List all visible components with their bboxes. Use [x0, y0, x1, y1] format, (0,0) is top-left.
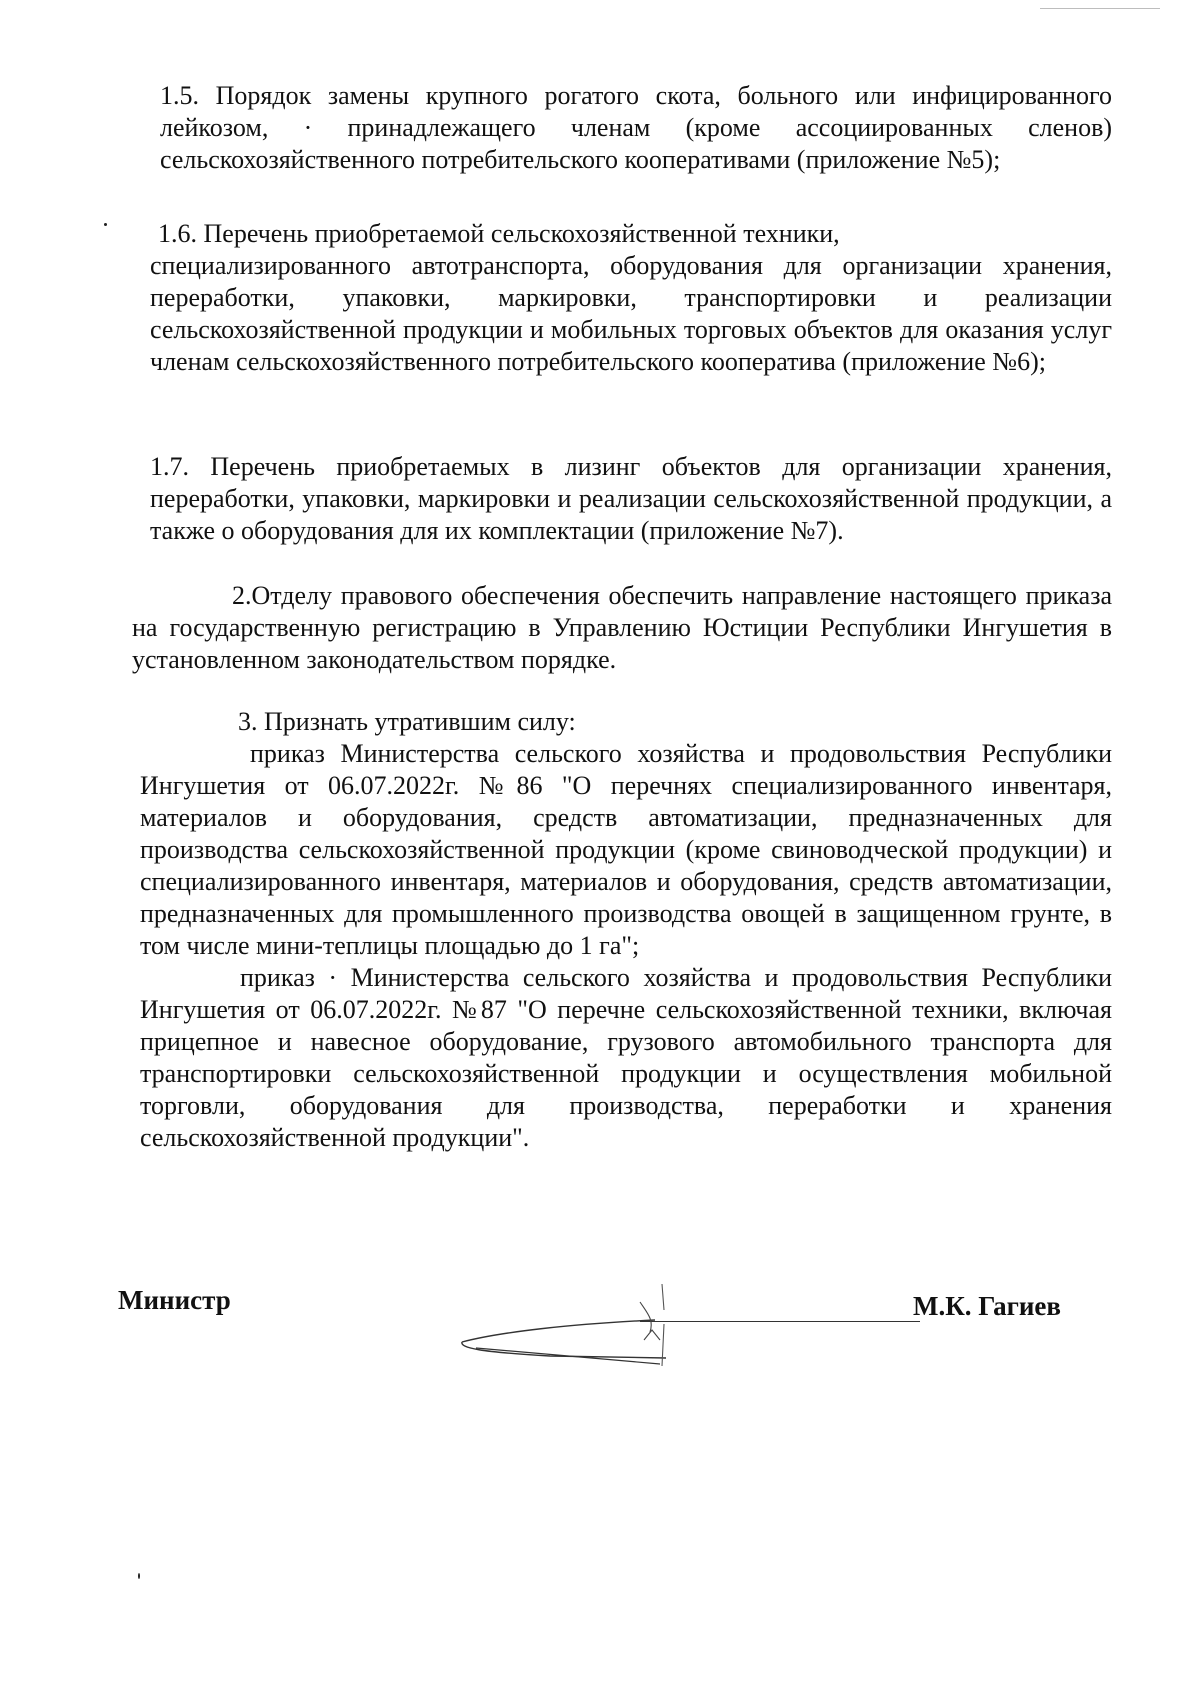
item-2 [132, 580, 1112, 676]
item-1-7 [150, 451, 1112, 547]
item-1-7-text: 1.7. Перечень приобретаемых в лизинг объектов для организации хранения, переработки, упаковки, маркировки и реализации сельскохозяйственной продукции, а также о оборудования для их комплектации (приложение №7). [150, 452, 1112, 545]
scan-speck [138, 1573, 140, 1579]
item-3 [140, 706, 1112, 1154]
item-3-heading: 3. Признать утратившим силу: [238, 707, 576, 736]
handwritten-signature [440, 1280, 680, 1390]
signatory-title: Министр [118, 1285, 231, 1315]
repealed-order-87: приказ · Министерства сельского хозяйства и продовольствия Республики Ингушетия от 06.07.2022г. №87 "О перечне сельскохозяйственной техники, включая прицепное и навесное оборудование, грузового автомобильного транспорта для транспортировки сельскохозяйственной продукции и осуществления мобильной торговли, оборудования для производства, переработки и хранения сельскохозяйственной продукции". [140, 963, 1112, 1152]
item-1-6 [150, 218, 1112, 378]
scan-artifact-line [1040, 8, 1160, 9]
scan-speck [104, 223, 107, 226]
item-1-6-text: специализированного автотранспорта, оборудования для организации хранения, переработки, упаковки, маркировки, транспортировки и реализации сельскохозяйственной продукции и мобильных торговых объектов для оказания услуг членам сельскохозяйственного потребительского кооператива (приложение №6); [150, 251, 1112, 376]
signatory-name: М.К. Гагиев [913, 1291, 1061, 1321]
item-1-6-first-line: 1.6. Перечень приобретаемой сельскохозяйственной техники, [158, 219, 840, 248]
item-2-text: 2.Отделу правового обеспечения обеспечить направление настоящего приказа на государственную регистрацию в Управлению Юстиции Республики Ингушетия в установленном законодательством порядке. [132, 581, 1112, 674]
item-1-5 [160, 80, 1112, 176]
signature-line [640, 1321, 920, 1322]
item-1-5-text: 1.5. Порядок замены крупного рогатого скота, больного или инфицированного лейкозом, · принадлежащего членам (кроме ассоциированных сленов) сельскохозяйственного потребительского кооперативами (приложение №5); [160, 81, 1112, 174]
repealed-order-86: приказ Министерства сельского хозяйства и продовольствия Республики Ингушетия от 06.07.2022г. №86 "О перечнях специализированного инвентаря, материалов и оборудования, средств автоматизации, предназначенных для производства сельскохозяйственной продукции (кроме свиноводческой продукции) и специализированного инвентаря, материалов и оборудования, средств автоматизации, предназначенных для промышленного производства овощей в защищенном грунте, в том числе мини-теплицы площадью до 1 га"; [140, 739, 1112, 960]
signature-block [0, 1280, 1200, 1400]
